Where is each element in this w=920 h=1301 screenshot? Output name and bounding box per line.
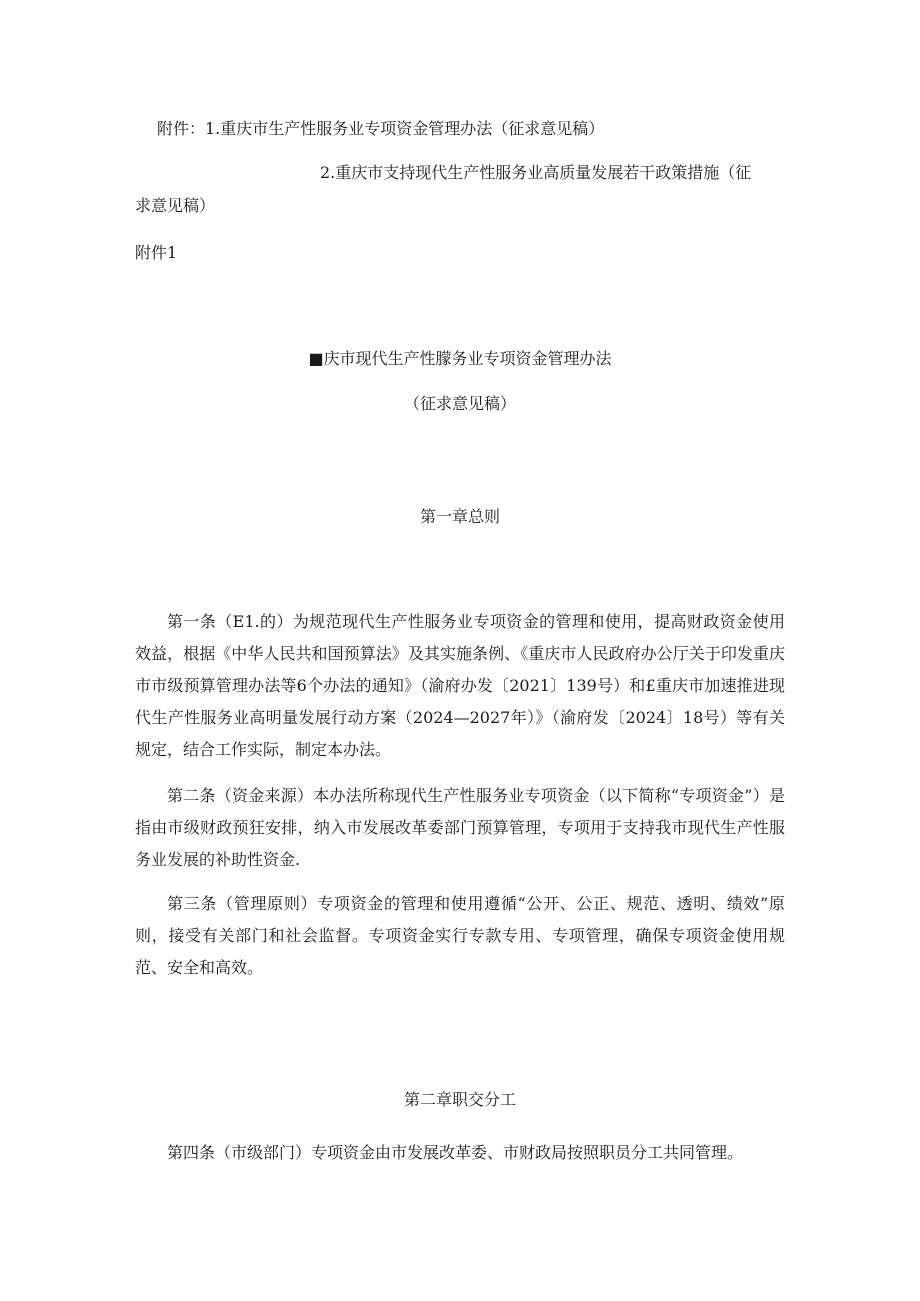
attachment-label: 附件1 bbox=[135, 243, 178, 262]
chapter-heading-2: 第二章职交分工 bbox=[403, 1090, 516, 1109]
article-3 bbox=[135, 888, 785, 984]
chapter-heading-1: 第一章总则 bbox=[419, 507, 500, 526]
article-4 bbox=[135, 1137, 785, 1169]
attachment-item-2-line-1: 2.重庆市支持现代生产性服务业高质量发展若干政策措施（征 bbox=[320, 163, 752, 182]
attachment-item-2-line-2: 求意见稿） bbox=[135, 196, 216, 215]
article-3-text: 第三条（管理原则）专项资金的管理和使用遵循“公开、公正、规范、透明、绩效”原则，接受有关部门和社会监督。专项资金实行专款专用、专项管理，确保专项资金使用规范、安全和高效。 bbox=[135, 894, 785, 977]
document-subtitle: （征求意见稿） bbox=[403, 394, 516, 413]
article-2-text: 第二条（资金来源）本办法所称现代生产性服务业专项资金（以下简称“专项资金”）是指由市级财政预狂安排，纳入市发展改革委部门预算管理，专项用于支持我市现代生产性服务业发展的补助性资金. bbox=[135, 786, 785, 869]
article-1-text: 第一条（E1.的）为规范现代生产性服务业专项资金的管理和使用，提高财政资金使用效益，根据《中华人民共和国预算法》及其实施条例、《重庆市人民政府办公厅关于印发重庆市市级预算管理办法等6个办法的通知》（渝府办发〔2021〕139号）和£重庆市加速推进现代生产性服务业高明量发展行动方案（2024—2027年）》（渝府发〔2024〕18号）等有关规定，结合工作实际，制定本办法。 bbox=[135, 612, 785, 759]
article-1 bbox=[135, 606, 785, 766]
article-4-text: 第四条（市级部门）专项资金由市发展改革委、市财政局按照职员分工共同管理。 bbox=[167, 1143, 744, 1162]
article-2 bbox=[135, 780, 785, 876]
attachment-item-1: 附件：1.重庆市生产性服务业专项资金管理办法（征求意见稿） bbox=[157, 119, 605, 138]
document-title: ■庆市现代生产性朦务业专项资金管理办法 bbox=[308, 349, 612, 368]
